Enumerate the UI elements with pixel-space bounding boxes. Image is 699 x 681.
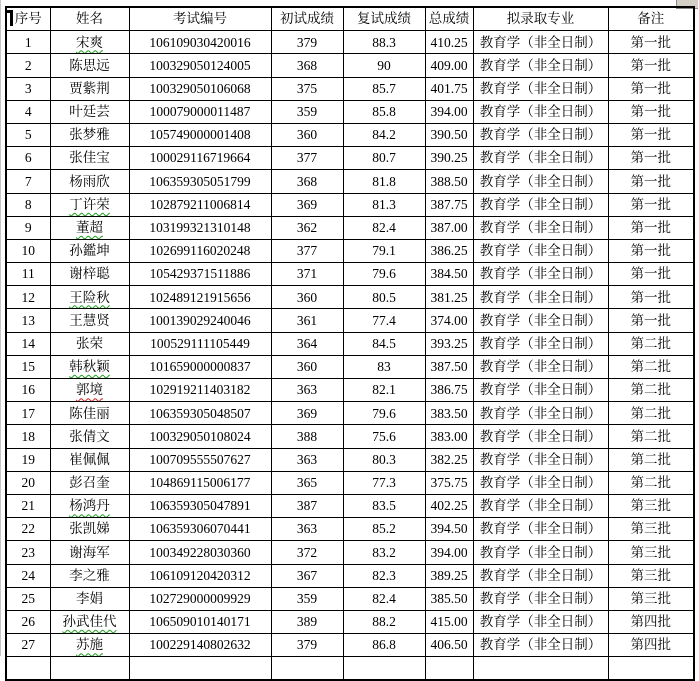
cell-initial-score[interactable]: 389	[271, 610, 343, 633]
cell-exam-number[interactable]: 100029116719664	[129, 147, 271, 170]
cell-retest-score[interactable]: 81.3	[343, 193, 425, 216]
cell-name[interactable]: 张倩文	[50, 425, 129, 448]
cell-initial-score[interactable]: 379	[271, 634, 343, 657]
cell-batch-note[interactable]: 第二批	[608, 332, 694, 355]
cell-name[interactable]: 张梦雅	[50, 123, 129, 146]
cell-batch-note[interactable]: 第二批	[608, 402, 694, 425]
cell-initial-score[interactable]: 360	[271, 123, 343, 146]
cell-retest-score[interactable]: 84.5	[343, 332, 425, 355]
name-text-spellcheck-underline: 郭境	[76, 382, 103, 398]
cell-exam-number[interactable]: 100529111105449	[129, 332, 271, 355]
table-row	[6, 54, 694, 77]
cell-total-score[interactable]: 389.25	[425, 564, 473, 587]
name-text-spellcheck-underline: 宋爽	[76, 34, 103, 50]
cell-retest-score[interactable]: 84.2	[343, 123, 425, 146]
table-row	[6, 518, 694, 541]
table-row	[6, 448, 694, 471]
name-text-spellcheck-underline: 韩秋颖	[69, 359, 110, 375]
table-row	[6, 123, 694, 146]
cell-total-score[interactable]: 381.25	[425, 286, 473, 309]
table-row	[6, 587, 694, 610]
empty-cell[interactable]	[608, 657, 694, 681]
cell-name[interactable]: 李娟	[50, 587, 129, 610]
cell-exam-number[interactable]: 100229140802632	[129, 634, 271, 657]
table-row	[6, 263, 694, 286]
cell-batch-note[interactable]: 第四批	[608, 634, 694, 657]
cell-total-score[interactable]: 383.00	[425, 425, 473, 448]
cell-retest-score[interactable]: 82.3	[343, 564, 425, 587]
cell-initial-score[interactable]: 377	[271, 147, 343, 170]
cell-batch-note[interactable]: 第一批	[608, 193, 694, 216]
cell-row-number[interactable]: 24	[6, 564, 50, 587]
cell-initial-score[interactable]: 369	[271, 193, 343, 216]
cell-exam-number[interactable]: 106359305048507	[129, 402, 271, 425]
cell-retest-score[interactable]: 75.6	[343, 425, 425, 448]
cell-name[interactable]	[50, 286, 129, 309]
cell-row-number[interactable]: 12	[6, 286, 50, 309]
cell-batch-note[interactable]: 第三批	[608, 494, 694, 517]
cell-row-number[interactable]: 27	[6, 634, 50, 657]
empty-cell[interactable]	[50, 657, 129, 681]
cell-retest-score[interactable]: 88.2	[343, 610, 425, 633]
cell-exam-number[interactable]: 106359305047891	[129, 494, 271, 517]
cell-initial-score[interactable]: 388	[271, 425, 343, 448]
cell-retest-score[interactable]: 85.7	[343, 77, 425, 100]
cell-exam-number[interactable]: 100079000011487	[129, 100, 271, 123]
table-row	[6, 379, 694, 402]
cell-total-score[interactable]: 406.50	[425, 634, 473, 657]
column-header[interactable]: 复试成绩	[343, 7, 425, 31]
cell-exam-number[interactable]: 100709555507627	[129, 448, 271, 471]
cell-exam-number[interactable]: 100329050124005	[129, 54, 271, 77]
cell-exam-number[interactable]: 106109120420312	[129, 564, 271, 587]
cell-retest-score[interactable]: 86.8	[343, 634, 425, 657]
cell-admission-major[interactable]: 教育学（非全日制）	[473, 170, 608, 193]
cell-name[interactable]: 孙鑑坤	[50, 239, 129, 262]
column-header[interactable]: 序号	[6, 7, 50, 31]
cell-initial-score[interactable]: 359	[271, 100, 343, 123]
cell-initial-score[interactable]: 371	[271, 263, 343, 286]
empty-cell[interactable]	[425, 657, 473, 681]
column-header[interactable]: 姓名	[50, 7, 129, 31]
cell-retest-score[interactable]: 82.4	[343, 587, 425, 610]
table-row	[6, 147, 694, 170]
cell-batch-note[interactable]: 第一批	[608, 286, 694, 309]
table-row	[6, 332, 694, 355]
empty-cell[interactable]	[129, 657, 271, 681]
cell-admission-major[interactable]: 教育学（非全日制）	[473, 216, 608, 239]
cell-batch-note[interactable]: 第三批	[608, 541, 694, 564]
cell-retest-score[interactable]: 80.7	[343, 147, 425, 170]
cell-initial-score[interactable]: 359	[271, 587, 343, 610]
cell-batch-note[interactable]: 第三批	[608, 518, 694, 541]
cell-row-number[interactable]: 2	[6, 54, 50, 77]
cell-admission-major[interactable]: 教育学（非全日制）	[473, 448, 608, 471]
cell-initial-score[interactable]: 368	[271, 170, 343, 193]
empty-cell[interactable]	[343, 657, 425, 681]
cell-name[interactable]: 崔佩佩	[50, 448, 129, 471]
cell-name[interactable]: 叶廷芸	[50, 100, 129, 123]
cell-name[interactable]: 彭召奎	[50, 471, 129, 494]
screenshot-edge-line	[0, 0, 1, 656]
cell-name[interactable]	[50, 31, 129, 54]
cell-initial-score[interactable]: 360	[271, 286, 343, 309]
table-row	[6, 170, 694, 193]
table-row	[6, 239, 694, 262]
cell-name[interactable]: 谢海军	[50, 541, 129, 564]
cell-retest-score[interactable]: 83	[343, 355, 425, 378]
cell-total-score[interactable]: 388.50	[425, 170, 473, 193]
cell-admission-major[interactable]: 教育学（非全日制）	[473, 309, 608, 332]
cell-exam-number[interactable]: 100139029240046	[129, 309, 271, 332]
cell-row-number[interactable]: 16	[6, 379, 50, 402]
cell-total-score[interactable]: 374.00	[425, 309, 473, 332]
cell-exam-number[interactable]: 104869115006177	[129, 471, 271, 494]
empty-cell[interactable]	[6, 657, 50, 681]
cell-total-score[interactable]: 393.25	[425, 332, 473, 355]
cell-name[interactable]: 张佳宝	[50, 147, 129, 170]
cell-batch-note[interactable]: 第一批	[608, 170, 694, 193]
table-row	[6, 610, 694, 633]
cell-admission-major[interactable]: 教育学（非全日制）	[473, 610, 608, 633]
cell-retest-score[interactable]: 82.4	[343, 216, 425, 239]
cell-exam-number[interactable]: 105749000001408	[129, 123, 271, 146]
cell-total-score[interactable]: 375.75	[425, 471, 473, 494]
table-row	[6, 216, 694, 239]
cell-row-number[interactable]: 4	[6, 100, 50, 123]
table-row	[6, 100, 694, 123]
column-header[interactable]: 考试编号	[129, 7, 271, 31]
cut-off-row	[6, 657, 694, 681]
cell-name[interactable]: 张荣	[50, 332, 129, 355]
cell-row-number[interactable]: 19	[6, 448, 50, 471]
cell-batch-note[interactable]: 第一批	[608, 216, 694, 239]
cell-admission-major[interactable]: 教育学（非全日制）	[473, 541, 608, 564]
cell-row-number[interactable]: 21	[6, 494, 50, 517]
cell-retest-score[interactable]: 90	[343, 54, 425, 77]
cell-exam-number[interactable]: 106509010140171	[129, 610, 271, 633]
cell-admission-major[interactable]: 教育学（非全日制）	[473, 494, 608, 517]
table-row	[6, 425, 694, 448]
cell-row-number[interactable]: 3	[6, 77, 50, 100]
cell-initial-score[interactable]: 363	[271, 448, 343, 471]
cell-row-number[interactable]: 10	[6, 239, 50, 262]
header-row	[6, 7, 694, 31]
cell-retest-score[interactable]: 77.4	[343, 309, 425, 332]
cell-retest-score[interactable]: 79.6	[343, 402, 425, 425]
cell-exam-number[interactable]: 106359306070441	[129, 518, 271, 541]
cell-name[interactable]: 陈思远	[50, 54, 129, 77]
cell-admission-major[interactable]: 教育学（非全日制）	[473, 425, 608, 448]
cell-exam-number[interactable]: 102879211006814	[129, 193, 271, 216]
cell-batch-note[interactable]: 第三批	[608, 564, 694, 587]
cell-retest-score[interactable]: 83.5	[343, 494, 425, 517]
cell-retest-score[interactable]: 85.8	[343, 100, 425, 123]
cell-retest-score[interactable]: 85.2	[343, 518, 425, 541]
cell-name[interactable]: 杨雨欣	[50, 170, 129, 193]
cell-initial-score[interactable]: 368	[271, 54, 343, 77]
cell-name[interactable]	[50, 216, 129, 239]
empty-cell[interactable]	[271, 657, 343, 681]
cell-total-score[interactable]: 387.00	[425, 216, 473, 239]
cell-total-score[interactable]: 386.25	[425, 239, 473, 262]
cell-retest-score[interactable]: 83.2	[343, 541, 425, 564]
cell-admission-major[interactable]: 教育学（非全日制）	[473, 123, 608, 146]
cell-total-score[interactable]: 394.50	[425, 518, 473, 541]
cell-initial-score[interactable]: 379	[271, 31, 343, 54]
cell-exam-number[interactable]: 106109030420016	[129, 31, 271, 54]
cell-admission-major[interactable]: 教育学（非全日制）	[473, 402, 608, 425]
cell-admission-major[interactable]: 教育学（非全日制）	[473, 193, 608, 216]
cell-name[interactable]: 贾紫荆	[50, 77, 129, 100]
cell-total-score[interactable]: 409.00	[425, 54, 473, 77]
cell-total-score[interactable]: 415.00	[425, 610, 473, 633]
cell-admission-major[interactable]: 教育学（非全日制）	[473, 379, 608, 402]
cell-admission-major[interactable]: 教育学（非全日制）	[473, 564, 608, 587]
cell-name[interactable]: 谢梓聪	[50, 263, 129, 286]
cell-batch-note[interactable]: 第一批	[608, 31, 694, 54]
cell-total-score[interactable]: 402.25	[425, 494, 473, 517]
cell-exam-number[interactable]: 103199321310148	[129, 216, 271, 239]
table-row	[6, 402, 694, 425]
table-row	[6, 541, 694, 564]
cell-total-score[interactable]: 382.25	[425, 448, 473, 471]
cell-name[interactable]	[50, 379, 129, 402]
column-header[interactable]: 备注	[608, 7, 694, 31]
cell-exam-number[interactable]: 100349228030360	[129, 541, 271, 564]
name-text-spellcheck-underline: 苏施	[76, 637, 103, 653]
cell-admission-major[interactable]: 教育学（非全日制）	[473, 332, 608, 355]
cell-total-score[interactable]: 384.50	[425, 263, 473, 286]
cell-row-number[interactable]: 15	[6, 355, 50, 378]
cell-name[interactable]	[50, 355, 129, 378]
name-text-spellcheck-underline: 杨鸿丹	[69, 498, 110, 514]
cell-batch-note[interactable]: 第四批	[608, 610, 694, 633]
cell-admission-major[interactable]: 教育学（非全日制）	[473, 634, 608, 657]
cell-batch-note[interactable]: 第一批	[608, 77, 694, 100]
table-row	[6, 494, 694, 517]
cell-batch-note[interactable]: 第三批	[608, 587, 694, 610]
cell-row-number[interactable]: 8	[6, 193, 50, 216]
cell-total-score[interactable]: 410.25	[425, 31, 473, 54]
cell-name[interactable]: 李之雅	[50, 564, 129, 587]
cell-row-number[interactable]: 5	[6, 123, 50, 146]
cell-row-number[interactable]: 23	[6, 541, 50, 564]
cell-name[interactable]	[50, 610, 129, 633]
cell-row-number[interactable]: 25	[6, 587, 50, 610]
cell-total-score[interactable]: 390.50	[425, 123, 473, 146]
cell-exam-number[interactable]: 102489121915656	[129, 286, 271, 309]
cell-batch-note[interactable]: 第一批	[608, 100, 694, 123]
name-text-spellcheck-underline: 丁许荣	[69, 196, 110, 212]
cell-name[interactable]: 陈佳丽	[50, 402, 129, 425]
admission-score-table	[5, 6, 695, 681]
cell-retest-score[interactable]: 81.8	[343, 170, 425, 193]
cell-name[interactable]: 张凯娣	[50, 518, 129, 541]
cell-batch-note[interactable]: 第一批	[608, 239, 694, 262]
cell-total-score[interactable]: 386.75	[425, 379, 473, 402]
cell-batch-note[interactable]: 第二批	[608, 448, 694, 471]
cell-total-score[interactable]: 390.25	[425, 147, 473, 170]
cell-row-number[interactable]: 6	[6, 147, 50, 170]
cell-exam-number[interactable]: 102729000009929	[129, 587, 271, 610]
cell-row-number[interactable]: 1	[6, 31, 50, 54]
cell-admission-major[interactable]: 教育学（非全日制）	[473, 147, 608, 170]
cell-batch-note[interactable]: 第二批	[608, 471, 694, 494]
name-text-spellcheck-underline: 董超	[76, 220, 103, 236]
cell-retest-score[interactable]: 79.6	[343, 263, 425, 286]
cell-row-number[interactable]: 17	[6, 402, 50, 425]
cell-batch-note[interactable]: 第一批	[608, 147, 694, 170]
cell-row-number[interactable]: 20	[6, 471, 50, 494]
cell-total-score[interactable]: 387.50	[425, 355, 473, 378]
cell-initial-score[interactable]: 361	[271, 309, 343, 332]
cell-initial-score[interactable]: 362	[271, 216, 343, 239]
column-header[interactable]: 初试成绩	[271, 7, 343, 31]
cell-total-score[interactable]: 401.75	[425, 77, 473, 100]
cell-total-score[interactable]: 383.50	[425, 402, 473, 425]
cell-batch-note[interactable]: 第一批	[608, 309, 694, 332]
cell-initial-score[interactable]: 365	[271, 471, 343, 494]
cell-initial-score[interactable]: 387	[271, 494, 343, 517]
cell-exam-number[interactable]: 100329050108024	[129, 425, 271, 448]
cell-retest-score[interactable]: 80.3	[343, 448, 425, 471]
cell-initial-score[interactable]: 375	[271, 77, 343, 100]
column-header[interactable]: 总成绩	[425, 7, 473, 31]
cell-initial-score[interactable]: 363	[271, 518, 343, 541]
cell-retest-score[interactable]: 80.5	[343, 286, 425, 309]
empty-cell[interactable]	[473, 657, 608, 681]
name-text-spellcheck-underline: 王险秋	[69, 289, 110, 305]
cell-name[interactable]: 王慧贤	[50, 309, 129, 332]
cell-initial-score[interactable]: 363	[271, 379, 343, 402]
cell-admission-major[interactable]: 教育学（非全日制）	[473, 286, 608, 309]
table-row	[6, 564, 694, 587]
cell-batch-note[interactable]: 第二批	[608, 425, 694, 448]
cell-admission-major[interactable]: 教育学（非全日制）	[473, 263, 608, 286]
cell-exam-number[interactable]: 106359305051799	[129, 170, 271, 193]
cell-row-number[interactable]: 26	[6, 610, 50, 633]
cell-admission-major[interactable]: 教育学（非全日制）	[473, 471, 608, 494]
table-row	[6, 286, 694, 309]
cell-name[interactable]	[50, 494, 129, 517]
table-row	[6, 31, 694, 54]
cell-total-score[interactable]: 394.00	[425, 100, 473, 123]
cell-exam-number[interactable]: 101659000000837	[129, 355, 271, 378]
table-row	[6, 309, 694, 332]
cell-initial-score[interactable]: 360	[271, 355, 343, 378]
cell-row-number[interactable]: 13	[6, 309, 50, 332]
cell-total-score[interactable]: 385.50	[425, 587, 473, 610]
cell-exam-number[interactable]: 105429371511886	[129, 263, 271, 286]
cell-total-score[interactable]: 387.75	[425, 193, 473, 216]
cell-batch-note[interactable]: 第一批	[608, 54, 694, 77]
table-row	[6, 471, 694, 494]
cell-row-number[interactable]: 7	[6, 170, 50, 193]
cell-total-score[interactable]: 394.00	[425, 541, 473, 564]
cell-admission-major[interactable]: 教育学（非全日制）	[473, 239, 608, 262]
column-header[interactable]: 拟录取专业	[473, 7, 608, 31]
cell-admission-major[interactable]: 教育学（非全日制）	[473, 31, 608, 54]
cell-exam-number[interactable]: 102699116020248	[129, 239, 271, 262]
cell-exam-number[interactable]: 102919211403182	[129, 379, 271, 402]
cell-batch-note[interactable]: 第一批	[608, 263, 694, 286]
cell-initial-score[interactable]: 372	[271, 541, 343, 564]
table-row	[6, 77, 694, 100]
cell-row-number[interactable]: 18	[6, 425, 50, 448]
cell-retest-score[interactable]: 79.1	[343, 239, 425, 262]
cell-batch-note[interactable]: 第二批	[608, 379, 694, 402]
cell-batch-note[interactable]: 第一批	[608, 123, 694, 146]
cell-admission-major[interactable]: 教育学（非全日制）	[473, 100, 608, 123]
table-row	[6, 634, 694, 657]
cell-initial-score[interactable]: 367	[271, 564, 343, 587]
name-text-spellcheck-underline: 孙武佳代	[62, 614, 117, 630]
cell-name[interactable]	[50, 193, 129, 216]
cell-retest-score[interactable]: 77.3	[343, 471, 425, 494]
cell-name[interactable]	[50, 634, 129, 657]
cell-row-number[interactable]: 9	[6, 216, 50, 239]
cell-row-number[interactable]: 11	[6, 263, 50, 286]
cell-admission-major[interactable]: 教育学（非全日制）	[473, 77, 608, 100]
cell-initial-score[interactable]: 369	[271, 402, 343, 425]
table-row	[6, 355, 694, 378]
cell-admission-major[interactable]: 教育学（非全日制）	[473, 518, 608, 541]
cell-admission-major[interactable]: 教育学（非全日制）	[473, 587, 608, 610]
cell-exam-number[interactable]: 100329050106068	[129, 77, 271, 100]
cell-batch-note[interactable]: 第二批	[608, 355, 694, 378]
cell-admission-major[interactable]: 教育学（非全日制）	[473, 54, 608, 77]
cell-row-number[interactable]: 22	[6, 518, 50, 541]
cell-retest-score[interactable]: 88.3	[343, 31, 425, 54]
table-row	[6, 193, 694, 216]
cell-initial-score[interactable]: 377	[271, 239, 343, 262]
cell-initial-score[interactable]: 364	[271, 332, 343, 355]
cell-admission-major[interactable]: 教育学（非全日制）	[473, 355, 608, 378]
cell-retest-score[interactable]: 82.1	[343, 379, 425, 402]
cell-row-number[interactable]: 14	[6, 332, 50, 355]
